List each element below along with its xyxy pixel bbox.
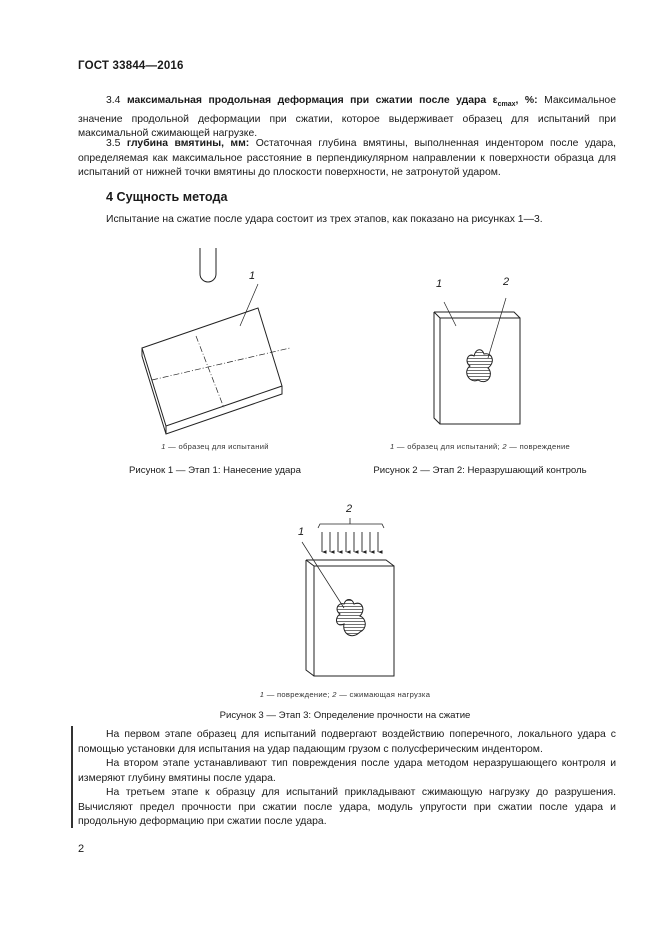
body-paragraph-1 (78, 728, 616, 757)
def-3-4-term (126, 95, 538, 109)
leader-1 (240, 284, 258, 326)
section-intro-text: Испытание на сжатие после удара состоит из трех этапов, как показано на рисунках 1—3. (106, 214, 543, 225)
body-paragraph-2-text: На втором этапе устанавливают тип повреждения после удара методом неразрушающего контроля и измеряют глубину вмятины после удара. (78, 758, 616, 784)
fig1-legend-text: — образец для испытаний (168, 442, 269, 451)
section-title: 4 Сущность метода (106, 190, 228, 204)
fig3-legend-text-1: — повреждение; (266, 690, 333, 699)
fig3-legend-text-2: — сжимающая нагрузка (339, 690, 431, 699)
figure3-drawing (290, 500, 400, 685)
leader-2 (488, 298, 506, 358)
fig3-legend-num-2: 2 (332, 690, 337, 699)
fig3-legend-num-1: 1 (259, 690, 265, 699)
damage-area (467, 350, 493, 382)
centerline-a (196, 336, 224, 408)
body-paragraph-2 (78, 757, 616, 786)
definition-3-5 (78, 137, 616, 181)
body-paragraph-3 (78, 786, 616, 830)
fig2-label-2: 2 (503, 276, 510, 288)
figure2-drawing (430, 300, 530, 430)
document-header: ГОСТ 33844—2016 (78, 60, 184, 72)
fig1-legend (130, 442, 300, 451)
change-bar (71, 726, 73, 828)
fig2-legend (360, 442, 600, 451)
fig3-caption: Рисунок 3 — Этап 3: Определение прочности на сжатие (219, 710, 471, 721)
centerline-b (152, 348, 290, 380)
fig2-caption: Рисунок 2 — Этап 2: Неразрушающий контроль (373, 465, 587, 476)
leader-1 (444, 302, 456, 326)
fig1-caption: Рисунок 1 — Этап 1: Нанесение удара (129, 465, 301, 476)
def-3-4-unit: , %: (515, 95, 538, 106)
fig1-legend-num: 1 (161, 442, 166, 451)
fig2-legend-num-1: 1 (389, 442, 395, 451)
def-3-4-text: Максимальное значение продольной деформации при сжатии, которое выдерживает образец для испытаний при максимальной сжимающей нагрузке. (78, 95, 616, 140)
section-intro (78, 213, 616, 228)
body-paragraph-3-text: На третьем этапе к образцу для испытаний прикладывают сжимающую нагрузку до разрушения. Вычисляют предел прочности при сжатии после удара, модуль упругости при сжатии после удара и продольную деформацию при сжатии после удара. (78, 787, 616, 828)
body-paragraph-1-text: На первом этапе образец для испытаний подвергают воздействию поперечного, локального удара с помощью установки для испытания на удар падающим грузом с полусферическим индентором. (78, 729, 616, 755)
fig2-legend-num-2: 2 (502, 442, 507, 451)
fig1-label-1: 1 (249, 270, 256, 282)
def-3-5-number: 3.5 (106, 138, 121, 149)
fig3-label-1: 1 (298, 526, 305, 538)
indenter (200, 248, 216, 282)
def-3-5-term: глубина вмятины, мм: (126, 138, 250, 149)
bracket (318, 524, 384, 528)
load-arrows (322, 532, 378, 552)
def-3-4-number: 3.4 (106, 95, 121, 106)
fig2-legend-text-1: — образец для испытаний; (396, 442, 503, 451)
def-3-4-subscript: cmax (497, 101, 516, 109)
def-3-4-term-text: максимальная продольная деформация при сжатии после удара ε (126, 95, 498, 106)
specimen-side (142, 348, 282, 434)
fig2-legend-text-2: — повреждение (509, 442, 571, 451)
fig2-label-1: 1 (436, 278, 443, 290)
def-3-5-text: Остаточная глубина вмятины, выполненная индентором после удара, определяемая как максимальное расстояние в перпендикулярном направлении к поверхности образца для испытаний от нижней точки вмятины до плоскости поверхности, не затронутой ударом. (78, 138, 617, 179)
fig3-label-2: 2 (346, 503, 353, 515)
definition-3-4 (78, 94, 616, 142)
specimen-top (142, 308, 282, 426)
page-number: 2 (78, 843, 85, 855)
damage-area (337, 600, 366, 636)
fig3-legend (220, 690, 470, 699)
figure1-drawing (130, 240, 300, 430)
